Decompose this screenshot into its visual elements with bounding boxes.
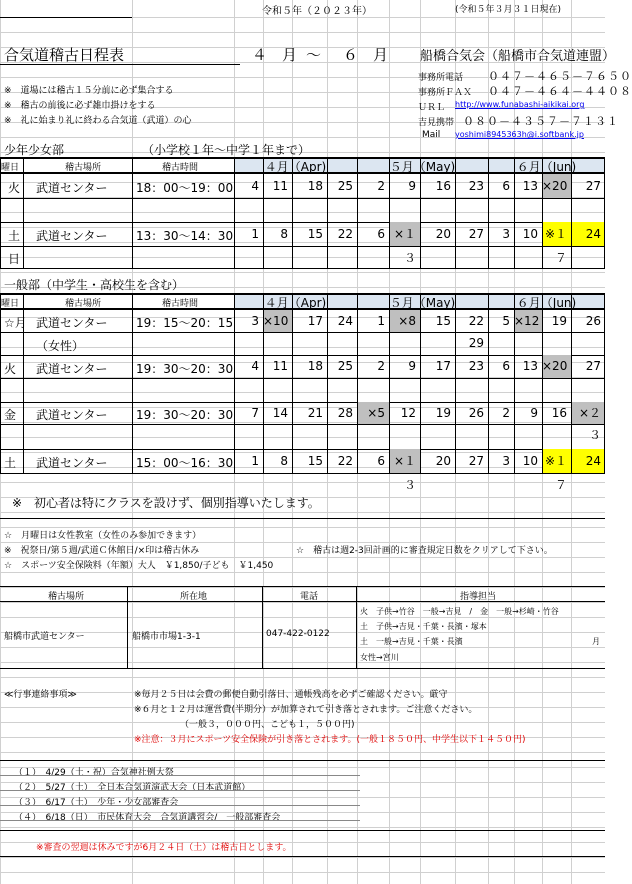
column-line — [514, 293, 515, 473]
month-header: ５月（May) — [357, 157, 488, 174]
date-cell: 22 — [337, 454, 353, 468]
date-cell: ×１３ — [389, 449, 420, 473]
date-cell: 13 — [522, 359, 538, 373]
date-cell — [514, 332, 542, 355]
month-header: ６月（Jun) — [488, 157, 605, 174]
place-label: 武道センター — [36, 316, 108, 330]
contact-label: ＵＲＬ — [418, 103, 446, 113]
column-line — [357, 157, 358, 268]
date-cell: 19 — [551, 314, 567, 328]
date-cell: 22 — [337, 227, 353, 241]
date-cell: 8 — [280, 227, 288, 241]
date-cell — [327, 332, 357, 355]
date-cell: 18 — [307, 359, 323, 373]
date-cell: 16 — [551, 406, 567, 420]
beginner-note: ※ 初心者は特にクラスを設けず、個別指導いたします。 — [12, 496, 320, 510]
header-place: 稽古場所 — [65, 163, 102, 173]
column-line — [571, 157, 572, 268]
office-fax: ０４７－４６４－４４０８ — [488, 85, 632, 98]
header-time: 稽古時間 — [162, 299, 199, 309]
date-cell: 29 — [468, 336, 484, 350]
column-line — [357, 293, 358, 473]
date-cell — [420, 332, 455, 355]
date-cell: 7 — [251, 406, 259, 420]
grid-line — [0, 602, 605, 603]
column-line — [420, 293, 421, 473]
date-cell: 13 — [522, 179, 538, 193]
column-line — [0, 157, 1, 268]
date-cell: 6 — [377, 227, 385, 241]
time-label: 19：15～20：15 — [136, 316, 234, 330]
grid-line — [0, 572, 605, 573]
date-cell: 16 — [435, 179, 451, 193]
note-line: ☆ 月曜日は女性教室（女性のみ参加できます） — [4, 531, 202, 541]
date-cell: 4 — [251, 179, 259, 193]
place-label: 武道センター — [36, 181, 108, 195]
month-header: ４月（Apr) — [234, 293, 357, 310]
column-line — [604, 157, 605, 268]
venue-header-instructor: 指導担当 — [460, 592, 497, 602]
practice-frequency-note: ☆ 稽古は週2-3回計画的に審査規定日数をクリアして下さい。 — [296, 546, 553, 556]
column-line — [420, 157, 421, 268]
column-line — [488, 157, 489, 268]
time-label: 15：00～16：30 — [136, 456, 234, 470]
grid-line — [0, 32, 605, 33]
date-cell: ×２３ — [571, 402, 605, 424]
note-line: ※ 祝祭日/第５週/武道Ｃ休館日/×印は稽古休み — [4, 546, 200, 556]
event-underline — [0, 805, 360, 806]
contact-label: 事務所電話 — [418, 73, 464, 83]
day-label: 火 — [8, 181, 21, 195]
time-label: 19：30～20：30 — [136, 408, 234, 422]
date-cell: 17 — [435, 359, 451, 373]
date-cell: 26 — [585, 314, 601, 328]
column-line — [327, 293, 328, 473]
month-tilde: ～ — [306, 46, 322, 64]
mobile-phone: ０８０－４３５７－７１３１ — [463, 115, 619, 128]
date-cell: 10 — [522, 454, 538, 468]
month-header: ５月（May) — [357, 293, 488, 310]
youth-title: 少年少女部 — [4, 143, 65, 157]
day-label: 金 — [4, 408, 17, 422]
date-cell: 3 — [502, 227, 510, 241]
header-place: 稽古場所 — [65, 299, 102, 309]
date-cell: 9 — [408, 179, 416, 193]
column-line — [292, 157, 293, 268]
day-label: ☆月 — [4, 316, 27, 330]
month-mark: 月 — [592, 637, 600, 646]
website-link[interactable]: http://www.funabashi-aikikai.org — [455, 100, 585, 109]
grid-line — [0, 512, 605, 513]
date-cell: 27 — [585, 179, 601, 193]
date-cell: 19 — [435, 406, 451, 420]
day-label: 日 — [8, 252, 21, 266]
date-cell: 22 — [468, 314, 484, 328]
header-day: 曜日 — [1, 163, 20, 173]
date-cell: 25 — [337, 179, 353, 193]
grid-line — [0, 272, 605, 273]
date-cell: 6 — [377, 454, 385, 468]
date-cell: 5 — [502, 314, 510, 328]
date-cell: ×20 — [542, 355, 571, 378]
time-label: 19：30～20：30 — [136, 361, 234, 376]
column-line — [389, 157, 390, 268]
column-line — [292, 293, 293, 473]
date-cell: ※１７ — [542, 222, 571, 246]
date-cell: 17 — [307, 314, 323, 328]
day-label: 土 — [4, 456, 17, 470]
date-cell: 2 — [502, 406, 510, 420]
column-line — [23, 293, 24, 473]
date-cell: 9 — [530, 406, 538, 420]
date-cell — [234, 332, 263, 355]
column-line — [604, 293, 605, 473]
date-cell: 27 — [585, 359, 601, 373]
date-cell: 15 — [307, 454, 323, 468]
date-cell: 11 — [272, 179, 288, 193]
column-line — [132, 293, 133, 473]
email-link[interactable]: yoshimi8945363h@i.softbank.jp — [455, 130, 584, 139]
contact-note-line: ※毎月２５日は会費の郵便自動引落日、通帳残高を必ずご確認ください。厳守 — [134, 690, 448, 700]
month-from: ４ 月 — [252, 46, 298, 64]
place-label: 武道センター — [36, 229, 108, 243]
date-cell: ×5 — [357, 402, 389, 424]
date-cell: ×20 — [542, 174, 571, 198]
date-cell: ×8 — [389, 310, 420, 332]
date-cell: 14 — [272, 406, 288, 420]
date-cell — [357, 332, 389, 355]
date-cell: 10 — [522, 227, 538, 241]
date-cell: 23 — [468, 179, 484, 193]
date-cell: 27 — [468, 454, 484, 468]
event-underline — [0, 790, 360, 791]
column-line — [234, 157, 235, 268]
venue-address: 船橋市市場1-3-1 — [132, 632, 201, 642]
grid-line — [0, 617, 605, 618]
date-cell — [488, 332, 514, 355]
event-underline — [0, 820, 360, 821]
event-item: （３） 6/17（土） 少年・少女部審査会 — [14, 798, 179, 808]
event-underline — [0, 775, 360, 776]
row-line — [0, 268, 605, 269]
grid-line — [0, 857, 605, 858]
contact-label: 事務所ＦＡＸ — [418, 88, 473, 98]
event-item: （１） 4/29（土・祝）合気神社例大祭 — [14, 768, 174, 778]
header-time: 稽古時間 — [162, 163, 199, 173]
date-cell: 3 — [502, 454, 510, 468]
date-cell — [292, 332, 327, 355]
grid-line — [0, 647, 605, 648]
date-cell: 2 — [377, 359, 385, 373]
place-label: 武道センター — [36, 408, 108, 422]
date-cell — [571, 332, 605, 355]
date-cell: 1 — [251, 454, 259, 468]
column-line — [542, 293, 543, 473]
column-line — [234, 293, 235, 473]
column-line — [389, 293, 390, 473]
day-label: 土 — [8, 229, 21, 243]
date-cell: 15 — [307, 227, 323, 241]
date-cell: 24 — [571, 449, 605, 473]
column-line — [488, 293, 489, 473]
row-line — [0, 473, 605, 474]
grid-line — [0, 482, 605, 483]
date-cell: 8 — [280, 454, 288, 468]
column-line — [514, 157, 515, 268]
note-line: ※ 礼に始まり礼に終わる合気道（武道）の心 — [4, 116, 192, 126]
date-cell: 11 — [272, 359, 288, 373]
date-cell: 15 — [435, 314, 451, 328]
event-item: （４） 6/18（日） 市民体育大会 合気道講習会/ 一般部審査会 — [14, 813, 281, 823]
place-label: 武道センター — [36, 456, 108, 470]
column-line — [327, 157, 328, 268]
insurance-warning: ※注意：３月にスポーツ安全保険が引き落とされます。(一般１８５０円、中学生以下１４５０円) — [134, 735, 526, 745]
contact-note-line: ※６月と１２月は運営費(半期分）が加算されて引き落とされます。ご注意ください。 — [134, 705, 478, 715]
youth-subtitle: （小学校１年～中学１年まで） — [142, 143, 311, 157]
venue-header-place: 稽古場所 — [48, 592, 85, 602]
era-year: 令和５年（２０２３年） — [262, 6, 372, 17]
venue-phone: 047-422-0122 — [266, 629, 330, 639]
month-header: ４月（Apr) — [234, 157, 357, 174]
venue-header-phone: 電話 — [300, 592, 319, 602]
note-line: ☆ スポーツ安全保険料（年額）大人 ￥1,850/子ども ￥1,450 — [4, 561, 274, 571]
grid-line — [0, 872, 605, 873]
office-phone: ０４７－４６５－７６５０ — [488, 70, 632, 83]
general-title: 一般部（中学生・高校生を含む） — [4, 278, 185, 292]
column-line — [132, 157, 133, 268]
note-line: ※ 道場には稽古１５分前に必ず集合する — [4, 86, 174, 96]
column-line — [571, 293, 572, 473]
date-cell: 3 — [251, 314, 259, 328]
contact-label: Mail — [422, 130, 441, 140]
date-cell: ×１３ — [389, 222, 420, 246]
grid-line — [0, 677, 605, 678]
date-cell: 28 — [337, 406, 353, 420]
date-cell: 24 — [571, 222, 605, 246]
grid-line — [0, 827, 605, 828]
date-cell: 1 — [377, 314, 385, 328]
date-cell: 12 — [400, 406, 416, 420]
date-cell: 21 — [307, 406, 323, 420]
date-cell: 18 — [307, 179, 323, 193]
event-item: （２） 5/27（土） 全日本合気道演武大会（日本武道館） — [14, 783, 251, 793]
date-cell — [263, 332, 292, 355]
as-of-date: (令和５年３月３１日現在) — [455, 5, 562, 15]
date-cell: 1 — [251, 227, 259, 241]
date-cell: 20 — [435, 454, 451, 468]
month-header: ６月（Jun) — [488, 293, 605, 310]
date-cell: ×10 — [263, 310, 292, 332]
month-to: ６ 月 — [343, 46, 389, 64]
date-cell: 9 — [408, 359, 416, 373]
column-line — [455, 157, 456, 268]
date-cell — [389, 332, 420, 355]
column-line — [263, 293, 264, 473]
date-cell: 4 — [251, 359, 259, 373]
footer-note: ※審査の翌週は休みですが6月２４日（土）は稽古日とします。 — [36, 843, 292, 853]
date-cell — [542, 332, 571, 355]
grid-line — [0, 662, 605, 663]
column-line — [455, 293, 456, 473]
date-cell: 25 — [337, 359, 353, 373]
date-cell: ※１７ — [542, 449, 571, 473]
contact-note-line: （一般３，０００円、こども１，５００円) — [180, 720, 355, 730]
time-label: 13：30～14：30 — [136, 229, 234, 243]
contact-notes-label: ≪行事連絡事項≫ — [4, 690, 77, 700]
date-cell: 26 — [468, 406, 484, 420]
instructor-line: 火 子供→竹谷 一般→吉見 / 金 一般→杉崎・竹谷 — [360, 607, 559, 616]
grid-line — [0, 587, 605, 588]
time-label: 18：00～19：00 — [136, 181, 234, 195]
instructor-line: 土 一般→吉見・千葉・長濱 — [360, 637, 463, 646]
instructor-line: 土 子供→吉見・千葉・長濱・塚本 — [360, 622, 487, 631]
instructor-line: 女性→宮川 — [360, 653, 399, 662]
date-cell: ×12 — [514, 310, 542, 332]
note-line: ※ 稽古の前後に必ず雑巾掛けをする — [4, 101, 156, 111]
contact-label: 吉見携帯 — [418, 118, 455, 128]
org-name: 船橋合気会（船橋市合気道連盟） — [420, 49, 616, 64]
column-line — [0, 293, 1, 473]
column-line — [542, 157, 543, 268]
date-cell: 2 — [377, 179, 385, 193]
column-line — [263, 157, 264, 268]
date-cell: 24 — [337, 314, 353, 328]
venue-place: 船橋市武道センター — [4, 632, 85, 642]
page-title: 合気道稽古日程表 — [4, 46, 125, 64]
place-label: 武道センター — [36, 361, 108, 376]
grid-line — [0, 752, 605, 753]
place-label: （女性） — [36, 338, 85, 353]
venue-header-address: 所在地 — [180, 592, 208, 602]
date-cell: 23 — [468, 359, 484, 373]
day-label: 火 — [4, 361, 17, 376]
date-cell: 27 — [468, 227, 484, 241]
date-cell: 6 — [502, 359, 510, 373]
date-cell: 6 — [502, 179, 510, 193]
header-day: 曜日 — [1, 299, 20, 309]
date-cell: 20 — [435, 227, 451, 241]
column-line — [23, 157, 24, 268]
